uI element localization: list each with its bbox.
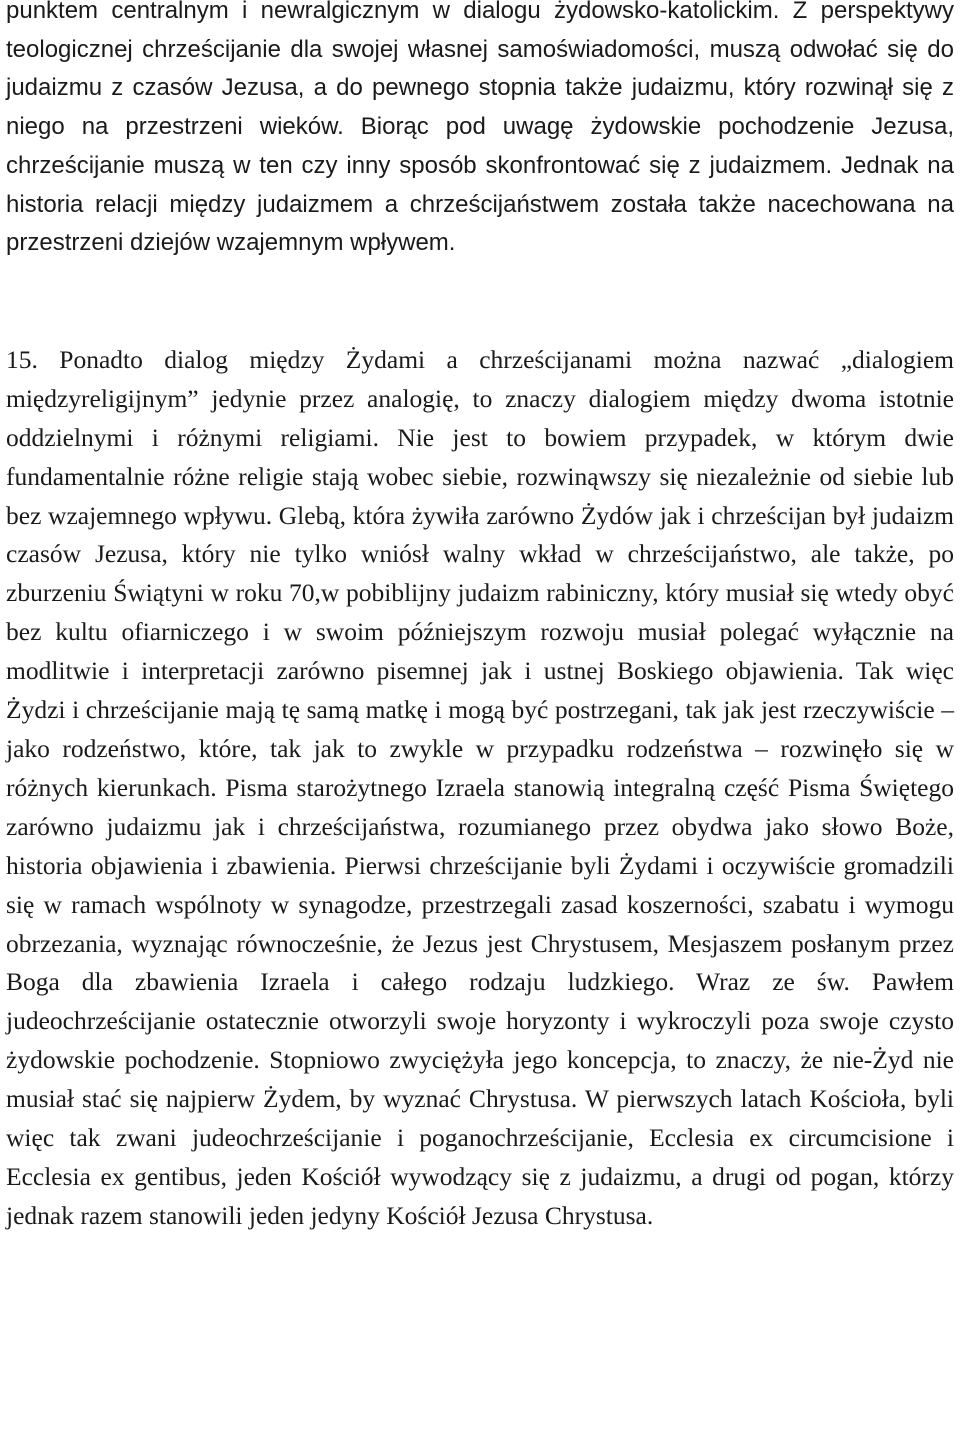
paragraph-continuation xyxy=(6,0,954,263)
sentence: Wraz ze św. Pawłem judeochrześcijanie ostatecznie otworzyli swoje horyzonty i wykroczyli poza swoje czysto żydowskie pochodzenie. xyxy=(6,967,954,1075)
sentence: Pierwsi chrześcijanie byli Żydami i oczywiście gromadzili się w ramach wspólnoty w synagodze, przestrzegali zasad koszerności, szabatu i wymogu obrzezania, wyznając równocześnie, że Jezus jest Chrystusem, Mesjaszem posłanym przez Boga dla zbawienia Izraela i całego rodzaju ludzkiego. xyxy=(6,850,954,997)
sentence: Pisma starożytnego Izraela stanowią integralną część Pisma Świętego zarówno judaizmu jak i chrześcijaństwa, rozumianego przez obydwa jako słowo Boże, historia objawienia i zbawienia. xyxy=(6,772,954,880)
sentence: 15. Ponadto dialog między Żydami a chrześcijanami można nazwać „dialogiem międzyreligijnym” jedynie przez analogię, to znaczy dialogiem między dwoma istotnie oddzielnymi i różnymi religiami. xyxy=(6,344,954,452)
document-page xyxy=(6,0,954,1236)
sentence: Nie jest to bowiem przypadek, w którym dwie fundamentalnie różne religie stają wobec siebie, rozwinąwszy się niezależnie od siebie lub bez wzajemnego wpływu. xyxy=(6,422,954,530)
paragraph-text: punktem centralnym i newralgicznym w dialogu żydowsko-katolickim. Z perspektywy teologicznej chrześcijanie dla swojej własnej samoświadomości, muszą odwołać się do judaizmu z czasów Jezusa, a do pewnego stopnia także judaizmu, który rozwinął się z niego na przestrzeni wieków. Biorąc pod uwagę żydowskie pochodzenie Jezusa, chrześcijanie muszą w ten czy inny sposób skonfrontować się z judaizmem. Jednak na historia relacji między judaizmem a chrześcijaństwem została także nacechowana na przestrzeni dziejów wzajemnym wpływem. xyxy=(6,0,954,257)
sentence: W pierwszych latach Kościoła, byli więc tak zwani judeochrześcijanie i poganochrześcijanie, Ecclesia ex circumcisione i Ecclesia ex gentibus, jeden Kościół wywodzący się z judaizmu, a drugi od pogan, którzy jednak razem stanowili jeden jedyny Kościół Jezusa Chrystusa. xyxy=(6,1084,954,1230)
sentence: Stopniowo zwyciężyła jego koncepcja, to znaczy, że nie-Żyd nie musiał stać się najpierw Żydem, by wyznać Chrystusa. xyxy=(6,1045,954,1114)
paragraph-15 xyxy=(6,341,954,1236)
sentence: Glebą, która żywiła zarówno Żydów jak i chrześcijan był judaizm czasów Jezusa, który nie tylko wniósł walny wkład w chrześcijaństwo, ale także, po zburzeniu Świątyni w roku 70,w pobiblijny judaizm rabiniczny, który musiał się wtedy obyć bez kultu ofiarniczego i w swoim późniejszym rozwoju musiał polegać wyłącznie na modlitwie i interpretacji zarówno pisemnej jak i ustnej Boskiego objawienia. xyxy=(6,500,954,686)
sentence: Tak więc Żydzi i chrześcijanie mają tę samą matkę i mogą być postrzegani, tak jak jest rzeczywiście – jako rodzeństwo, które, tak jak to zwykle w przypadku rodzeństwa – rozwinęło się w różnych kierunkach. xyxy=(6,656,954,802)
